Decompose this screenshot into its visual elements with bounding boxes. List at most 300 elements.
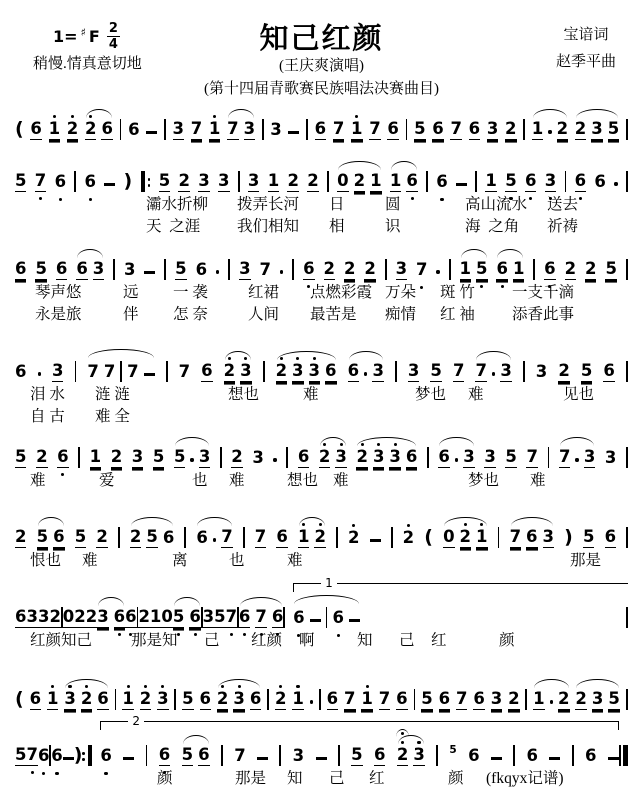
note: 6 [496,261,507,280]
note: 2 [403,530,414,548]
note: 3 [97,607,109,626]
note: 6 [396,689,408,708]
lyric-syllable: 最苦是 [310,306,357,323]
barline [414,689,416,710]
note: 6 [100,748,111,766]
note: 6 [585,746,597,765]
octave-up-dot [296,357,299,360]
volta-bracket-1 [293,607,628,628]
note: 5 [152,447,165,466]
note: 2 [36,447,48,466]
lyric-syllable: 离 [172,552,188,569]
octave-up-dot [161,685,164,688]
music-line-1 [15,100,628,140]
duration-dash [370,539,381,541]
duration-dash [288,131,299,133]
note: 3 [486,119,499,138]
barline [548,447,550,468]
note: 2 [575,689,587,708]
duration-dash [549,757,560,759]
slur-arc [443,529,487,548]
note: 3 [545,173,556,192]
lyric-syllable: (fkqyx记谱) [486,770,564,787]
lyrics-row [15,280,628,302]
octave-up-dot [361,443,364,446]
lyric-syllable: 那是 [570,552,602,569]
slur-arc [217,691,261,710]
lyric-syllable: 己 [329,770,345,787]
barline [292,259,294,280]
note: 7 [452,361,465,380]
note: 2 [353,171,366,190]
lyric-syllable: 想也 [228,386,260,403]
note: 2 [15,527,27,546]
lyric-syllable: 泪 水 [30,386,65,403]
lyric-syllable: 永是旅 [35,306,82,323]
barline [626,259,628,280]
lyrics-row [15,214,628,236]
lyric-syllable: 想也 [287,472,319,489]
note: 3 [37,607,50,626]
duration-dash [104,183,115,185]
note: 6 [29,689,42,708]
lyrics-2 [15,192,628,236]
lyric-syllable: 红 [431,632,447,649]
duration-dash [310,619,321,621]
lyrics-row [15,628,628,650]
note: 2 [140,691,151,710]
barline [263,361,265,382]
note: 6 [438,689,451,708]
slur-arc [130,529,174,548]
grace-note: 5 [449,743,457,756]
note: 2 [110,447,123,466]
augmentation-dot [492,372,495,375]
lyric-syllable: 我们相知 [237,218,300,235]
note: 6 [293,610,304,628]
note: 3 [172,119,184,138]
note: 6 [15,607,27,626]
music-system-2 [15,152,628,236]
duration-dash [146,131,157,133]
note: 3 [26,607,38,626]
note: 6 [249,689,262,708]
slur-arc [224,363,252,382]
note: 5 [173,447,186,466]
note: 6 [101,119,113,138]
lyric-syllable: 见也 [563,386,595,403]
note: 3 [239,259,251,278]
lyric-syllable: 识 [385,218,401,235]
note: 5 [173,609,184,628]
music-line-4 [15,342,628,382]
lyric-syllable: 天 之涯 [146,218,201,235]
duration-dash [349,619,360,621]
note: 6 [239,609,250,628]
note: 5 [421,689,433,708]
lyric-syllable: 红 [369,770,385,787]
note: 3 [270,120,282,139]
note: 7 [369,119,381,138]
note: 7 [378,689,391,708]
barline [286,447,288,468]
note: 2 [364,259,376,278]
note: 6 [406,173,417,192]
barline [391,527,393,548]
augmentation-dot [548,130,551,133]
note: 2 [460,529,471,548]
duration-dash [491,757,502,759]
note: 1 [122,691,133,710]
lyric-syllable: 难 [303,386,319,403]
note: 6 [436,174,447,192]
note: 6 [201,361,213,380]
note: 2 [397,747,408,766]
barline [626,171,628,192]
note: 1 [267,171,280,190]
final-barline [619,745,628,766]
barline [146,745,148,766]
slur-arc [533,691,569,710]
note: 7 [221,527,233,546]
note: 3 [198,447,211,466]
slur-arc [397,747,425,766]
note: 6 [373,745,386,764]
note: 3 [535,362,548,381]
barline [75,361,77,382]
barline [326,607,328,628]
slur-arc [37,529,65,548]
note: 1 [47,691,58,710]
note: 6 [84,174,95,192]
octave-up-dot [480,523,483,526]
music-system-4 [15,342,628,426]
augmentation-dot [216,270,219,273]
octave-up-dot [85,685,88,688]
lyric-syllable: 也 [192,472,208,489]
barline [406,119,408,140]
barline [262,119,264,140]
augmentation-dot [364,372,367,375]
note: 7 [558,447,571,466]
slur-arc [438,449,474,468]
duration-dash [257,757,268,759]
lyric-syllable: 伴 [123,306,139,323]
lyric-syllable: 爱 [99,472,115,489]
note: 3 [591,119,603,138]
music-line-6 [15,508,628,548]
note: 3 [490,689,503,708]
duration-dash [316,757,327,759]
note: 6 [544,261,555,280]
octave-up-dot [407,524,410,527]
header [15,14,628,98]
barline [118,527,120,548]
barline [238,171,240,192]
barline [120,119,122,140]
music-system-6 [15,508,628,570]
lyric-syllable: 海 之角 [465,218,520,235]
note: 3 [92,259,105,278]
note: 3 [413,747,424,766]
slur-arc [475,363,511,382]
barline [184,527,186,548]
 [148,178,151,187]
note: 2 [508,689,520,708]
slur-arc [182,747,210,766]
music-line-3 [15,240,628,280]
lyric-syllable: 相 [329,218,345,235]
lyric-syllable: 红颜 [251,632,283,649]
lyric-syllable: 自 古 [30,408,65,425]
note: 6 [199,689,212,708]
lyrics-7 [15,628,628,650]
slur-arc [64,691,108,710]
barline [523,361,525,382]
note: 6 [51,748,62,766]
augmentation-dot [190,458,193,461]
note: 7 [255,609,266,628]
lyric-syllable: 颜 [499,632,515,649]
note: 7 [259,260,272,279]
barline [78,447,80,468]
lyrics-6 [15,548,628,570]
music-system-7 [15,588,628,650]
augmentation-dot [310,700,313,703]
 [88,745,93,766]
note: 3 [500,361,512,380]
slur-arc [390,173,418,192]
slur-arc [276,363,337,382]
note: 2 [217,691,228,710]
note: 1 [149,607,162,626]
lyrics-5 [15,468,628,490]
note: 2 [564,259,577,278]
lyric-syllable: 颜 [448,770,464,787]
note: 7 [127,362,139,381]
note: 6 [55,174,66,192]
 [82,752,85,761]
note: 6 [159,747,170,766]
note: 6 [468,119,481,138]
parenthesis: ( [15,118,24,140]
octave-up-dot [313,357,316,360]
note: 2 [323,259,335,278]
end-repeat-sign [82,745,92,766]
music-system-1 [15,100,628,140]
octave-up-dot [355,115,358,118]
note: 6 [314,119,327,138]
note: 2 [556,119,569,138]
note: 7 [103,362,116,381]
note: 6 [276,527,288,546]
lyric-syllable: 红裙 [248,284,280,301]
lyric-syllable: 恨也 [30,552,62,569]
slur-arc [173,609,201,628]
note: 6 [76,259,88,278]
note: 3 [123,260,136,279]
slur-arc [496,261,524,280]
note: 7 [87,362,99,381]
barline [572,745,574,766]
barline [426,171,428,192]
note: 2 [276,363,287,382]
barline [115,689,117,710]
note: 7 [226,609,237,628]
lyrics-3 [15,280,628,324]
octave-up-dot [228,357,231,360]
octave-up-dot [89,115,92,118]
note: 6 [97,689,109,708]
note: 7 [416,262,427,280]
note: 6 [387,119,399,138]
barline [513,745,515,766]
note: 3 [218,171,230,190]
lyric-syllable: 人间 [248,306,280,323]
note: 6 [57,449,68,468]
competition-note: (第十四届青歌赛民族唱法决赛曲目) [204,81,439,97]
octave-up-dot [464,523,467,526]
lyric-syllable: 远 [123,284,139,301]
note: 3 [583,447,596,466]
slur-arc [227,121,255,140]
note: 1 [292,691,303,710]
note: 5 [505,447,517,466]
music-line-5 [15,428,628,468]
music-system-8 [15,670,628,710]
barline [221,745,223,766]
note: 1 [209,121,220,140]
barline [279,745,281,766]
music-system-5 [15,428,628,490]
note: 5 [582,527,595,546]
note: 1 [370,171,382,190]
lyric-syllable: 知 [357,632,373,649]
duration-dash [608,757,619,759]
octave-up-dot [127,685,130,688]
note: 2 [307,171,319,190]
octave-up-dot [244,357,247,360]
note: 5 [15,745,27,764]
lyric-syllable: 痴情 [385,306,417,323]
note: 6 [53,527,65,546]
note: 2 [319,449,330,468]
slur-arc [319,449,347,468]
note: 1 [298,529,309,548]
slur-arc [356,449,417,468]
note: 7 [450,119,462,138]
parenthesis: ( [424,526,433,548]
slur-arc [85,121,113,140]
composer: 赵季平曲 [555,54,616,70]
duration-dash [144,373,155,375]
barline [475,171,477,192]
note: 3 [335,449,346,468]
lyric-syllable: 啊 [299,632,315,649]
lyrics-row [15,468,628,490]
note: 5 [146,527,158,546]
barline [427,447,429,468]
note: 2 [348,530,359,548]
lyric-syllable: 拨弄长河 [237,196,300,213]
slur-arc [559,449,595,468]
note: 6 [405,447,418,466]
lyric-syllable: 己 [204,632,220,649]
augmentation-dot [213,538,216,541]
duration-dash [123,757,134,759]
slur-arc [97,609,125,628]
note: 5 [476,261,487,280]
barline [525,689,527,710]
lyrics-row [15,192,628,214]
slur-arc [460,261,488,280]
lyric-syllable: 那是 [235,770,267,787]
note: 2 [275,691,286,710]
lyric-syllable: 颜 [157,770,173,787]
lyric-syllable: 琴声悠 [35,284,82,301]
note: 5 [580,361,593,380]
lyrics-row [15,404,628,426]
note: 1 [459,259,472,278]
barline [626,607,628,628]
note: 7 [509,527,522,546]
lyric-syllable: 难 [229,472,245,489]
barline [626,527,628,548]
note: 5 [608,689,620,708]
note: 1 [49,121,60,140]
lyric-syllable: 怎 奈 [173,306,208,323]
slur-arc [337,173,381,192]
note: 3 [407,361,420,380]
note: 3 [389,449,400,468]
note: 2 [74,607,86,626]
duration-dash [456,183,467,185]
note: 6 [114,609,125,628]
slur-arc [174,449,210,468]
lyric-syllable: 高山流水 [465,196,528,213]
note: 3 [131,447,144,466]
note: 2 [49,607,61,626]
volta-bracket-2 [100,745,619,767]
note: 6 [525,173,536,192]
lyric-syllable: 也 [229,552,245,569]
note: 2 [129,527,142,546]
slur-arc [532,121,568,140]
augmentation-dot [38,372,41,375]
barline [164,259,166,280]
music-line-9 [15,726,628,766]
barline [319,689,321,710]
octave-up-dot [51,685,54,688]
note: 3 [198,171,210,190]
barline [306,119,308,140]
note: 6 [195,260,208,279]
note: 3 [604,448,617,467]
note: 6 [432,119,444,138]
note: 5 [181,745,194,764]
duration-dash [63,757,74,759]
lyrics-row [15,548,628,570]
lyric-syllable: 难 [468,386,484,403]
octave-up-dot [302,523,305,526]
lyrics-row [15,382,628,404]
note: 2 [287,171,299,190]
barline [626,447,628,468]
note: 2 [231,447,243,466]
octave-up-dot [394,443,397,446]
note: 5 [505,173,516,192]
lyric-syllable: 日 [329,196,345,213]
